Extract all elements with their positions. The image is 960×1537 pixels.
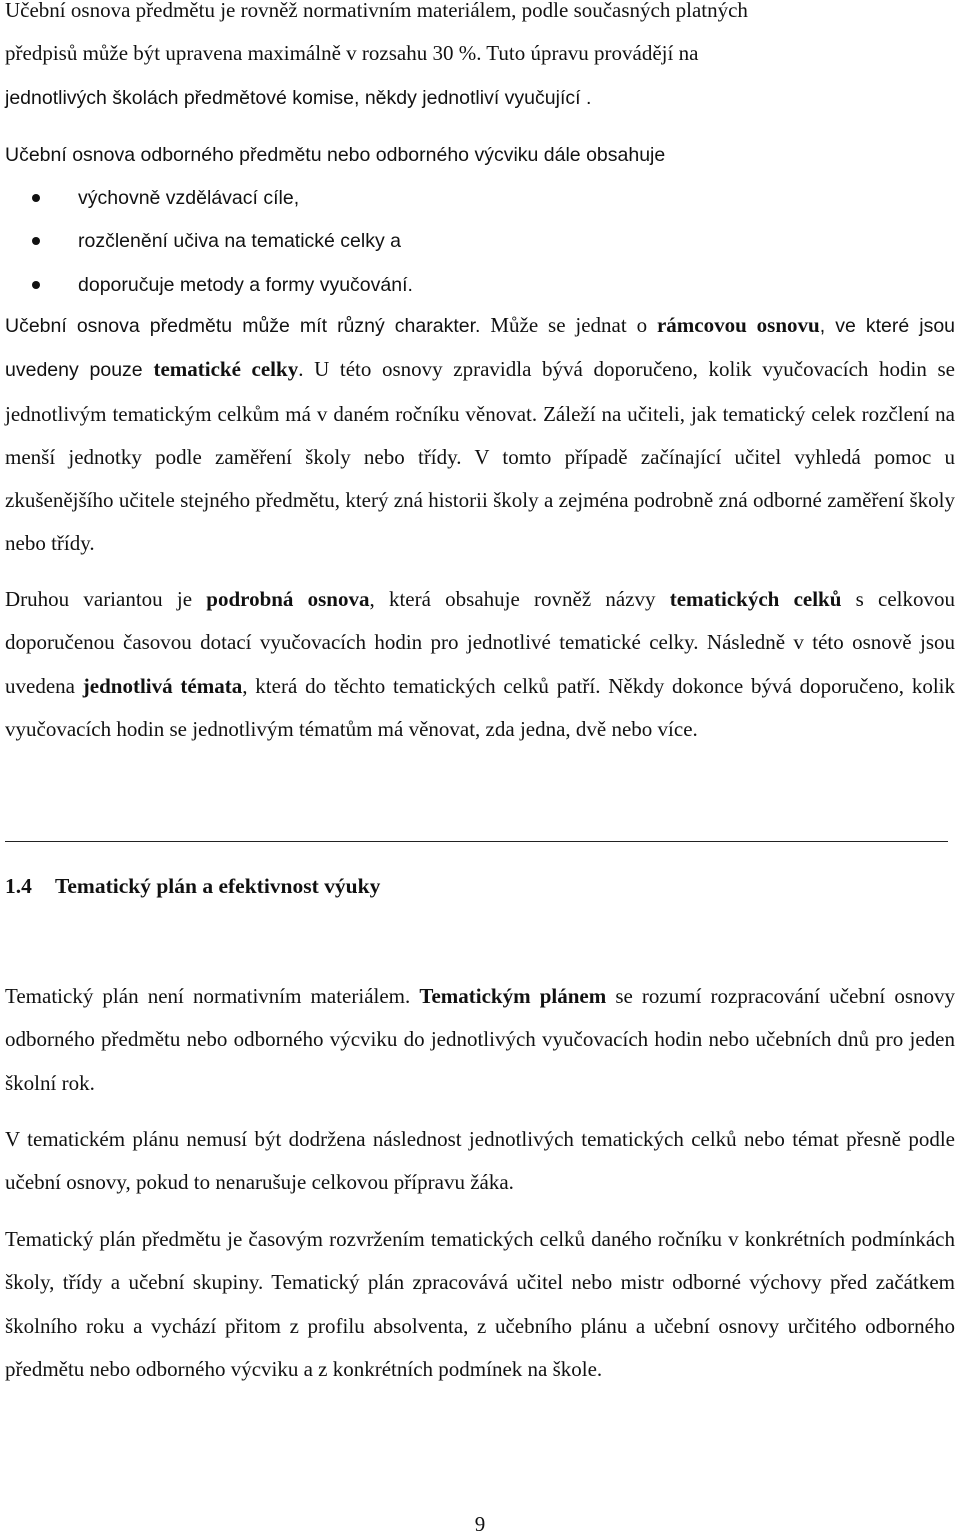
detailed-bold-3: jednotlivá témata [82,673,243,698]
paragraph-detailed [5,578,955,751]
detailed-text-3: s celkovou doporučenou časovou dotací vyučovacích hodin pro jednotlivé tematické celky. Následně v této osnově jsou uvedena [5,587,955,698]
section-title: Tematický plán a efektivnost výuky [55,874,381,898]
character-bold-1: rámcovou osnovu [656,313,820,337]
detailed-bold-1: podrobná osnova [206,587,370,611]
character-bold-2: tematické celky [153,357,299,382]
plan-def-text-2: se rozumí rozpracování učební osnovy odborného předmětu nebo odborného výcviku do jednotlivých vyučovacích hodin nebo učebních dnů pro jeden školní rok. [5,984,955,1095]
intro-line-3: jednotlivých školách předmětové komise, někdy jednotliví vyučující . [5,86,592,109]
bullet-icon [32,194,40,202]
bullet-text: rozčlenění učiva na tematické celky a [78,230,401,253]
detailed-text-4: , která do těchto tematických celků patří. Někdy dokonce bývá doporučeno, kolik vyučovacích hodin se jednotlivým tématům má věnovat, zda jedna, dvě nebo více. [5,673,955,741]
page-number: 9 [474,1512,486,1536]
bullet-icon [32,237,40,245]
plan-def-bold-1: Tematickým plánem [419,984,607,1008]
paragraph-intro [5,0,955,120]
bullet-item [5,264,955,307]
paragraph-plan-definition [5,975,955,1105]
detailed-text-2: , která obsahuje rovněž názvy [369,587,670,611]
section-divider [5,841,948,842]
character-text-3: , ve které jsou uvedeny pouze [5,315,956,382]
detailed-text-1: Druhou variantou je [5,587,207,611]
plan-def-text-1: Tematický plán není normativním materiálem. [5,984,420,1008]
bullet-text: výchovně vzdělávací cíle, [78,187,300,209]
bullet-item [5,177,955,220]
section-heading [5,867,380,905]
intro-line-1: Učební osnova předmětu je rovněž normativním materiálem, podle současných platných [5,0,748,22]
paragraph-contents-intro: Učební osnova odborného předmětu nebo odborného výcviku dále obsahuje [5,144,666,166]
character-text-1: Učební osnova předmětu může mít různý charakter. [5,315,481,337]
character-text-2: Může se jednat o [480,313,657,337]
paragraph-plan-order: V tematickém plánu nemusí být dodržena následnost jednotlivých tematických celků nebo témat přesně podle učební osnovy, pokud to nenarušuje celkovou přípravu žáka. [5,1127,955,1195]
bullet-icon [32,281,40,289]
bullet-item [5,220,955,263]
section-number: 1.4 [5,874,32,898]
intro-line-2: předpisů může být upravena maximálně v rozsahu 30 %. Tuto úpravu provádějí na [5,41,699,66]
character-text-4: . U této osnovy zpravidla bývá doporučeno, kolik vyučovacích hodin se jednotlivým tematickým celkům má v daném ročníku věnovat. Záleží na učiteli, jak tematický celek rozčlení na menší jednotky podle zaměření školy nebo třídy. V tomto případě začínající učitel vyhledá pomoc u zkušenějšího učitele stejného předmětu, který zná historii školy a zejména podrobně zná odborné zaměření školy nebo třídy. [5,357,955,556]
paragraph-character [5,304,955,566]
bullet-text: doporučuje metody a formy vyučování. [78,273,413,296]
paragraph-plan-time: Tematický plán předmětu je časovým rozvržením tematických celků daného ročníku v konkrétních podmínkách školy, třídy a učební skupiny. Tematický plán zpracovává učitel nebo mistr odborné výchovy před začátkem školního roku a vychází přitom z profilu absolventa, z učebního plánu a učební osnovy určitého odborného předmětu nebo odborného výcviku a z konkrétních podmínek na škole. [5,1227,955,1381]
bullet-list [5,177,955,307]
detailed-bold-2: tematických celků [669,587,842,611]
